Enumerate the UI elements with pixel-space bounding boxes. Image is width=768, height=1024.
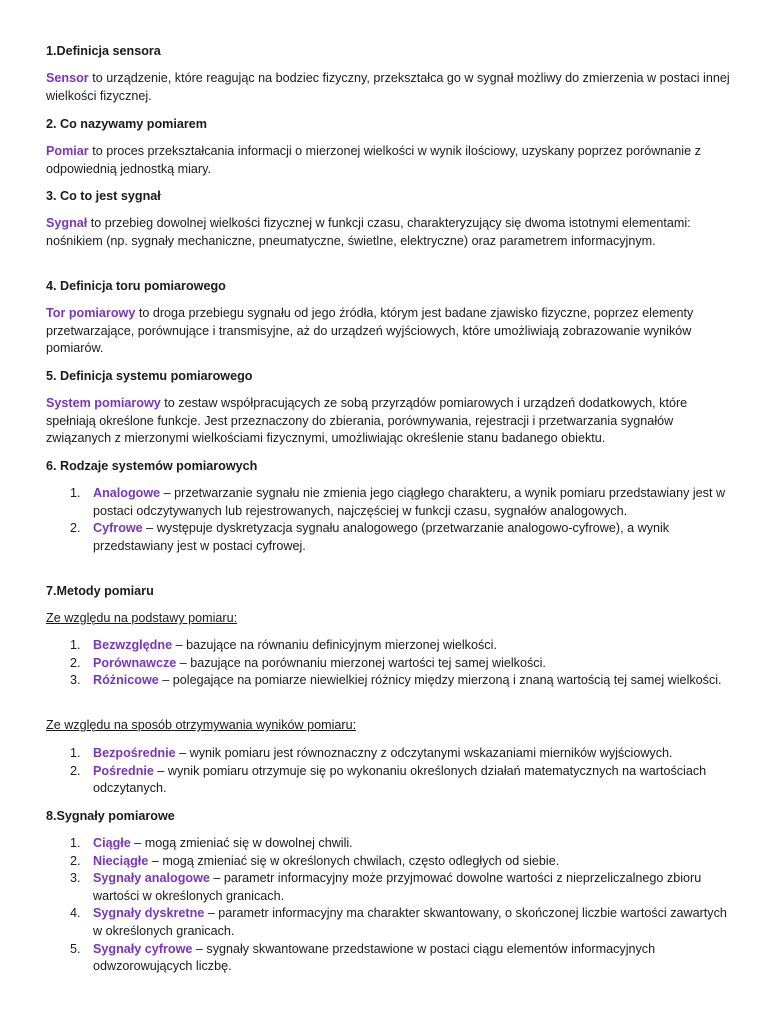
list-number: 2.	[70, 655, 81, 670]
list-item-text: – bazujące na równaniu definicyjnym mierzonej wielkości.	[172, 638, 497, 652]
list-item	[46, 637, 736, 655]
term-discrete-signals: Sygnały dyskretne	[93, 906, 205, 921]
subheading-by-basis: Ze względu na podstawy pomiaru:	[46, 611, 238, 625]
list-item	[46, 672, 736, 690]
list-number: 3.	[70, 673, 81, 688]
paragraph-text: to proces przekształcania informacji o mierzonej wielkości w wynik ilościowy, uzyskany poprzez porównanie z odpowiednią jednostką miary.	[46, 144, 701, 176]
paragraph-signal	[46, 215, 736, 250]
list-item	[46, 763, 736, 798]
list-methods-by-basis	[46, 637, 736, 690]
heading-signal: 3. Co to jest sygnał	[46, 189, 161, 203]
term-analog-signals: Sygnały analogowe	[93, 871, 210, 886]
subheading-by-result: Ze względu na sposób otrzymywania wyników pomiaru:	[46, 718, 357, 732]
list-item-text: – mogą zmieniać się w dowolnej chwili.	[130, 836, 353, 850]
list-number: 2.	[70, 763, 81, 778]
list-number: 1.	[70, 486, 81, 500]
term-measurement: Pomiar	[46, 144, 89, 158]
list-number: 1.	[70, 836, 81, 850]
heading-sensor-definition: 1.Definicja sensora	[46, 44, 161, 58]
term-analog: Analogowe	[93, 486, 161, 500]
heading-measurement-methods: 7.Metody pomiaru	[46, 584, 154, 598]
heading-measurement: 2. Co nazywamy pomiarem	[46, 117, 207, 131]
list-item	[46, 905, 736, 940]
list-item-text: – przetwarzanie sygnału nie zmienia jego ciągłego charakteru, a wynik pomiaru przedstawiany jest w postaci odczytywanych lub rejestrowanych, najczęściej w funkcji czasu, sygnałów analogowych.	[93, 486, 726, 518]
term-digital-signals: Sygnały cyfrowe	[93, 941, 193, 956]
list-item-text: – parametr informacyjny może przyjmować dowolne wartości z nieprzeliczalnego zbioru wartości w określonych granicach.	[93, 871, 702, 903]
list-number: 4.	[70, 906, 81, 921]
paragraph-text: to urządzenie, które reagując na bodziec fizyczny, przekształca go w sygnał możliwy do zmierzenia w postaci innej wielkości fizycznej.	[46, 71, 730, 103]
list-measurement-signals	[46, 835, 736, 976]
term-signal: Sygnał	[46, 216, 88, 230]
heading-system-types: 6. Rodzaje systemów pomiarowych	[46, 459, 258, 473]
list-item	[46, 835, 736, 853]
list-number: 1.	[70, 746, 81, 760]
list-item-text: – występuje dyskretyzacja sygnału analogowego (przetwarzanie analogowo-cyfrowe), a wynik przedstawiany jest w postaci cyfrowej.	[93, 521, 670, 553]
list-number: 2.	[70, 521, 81, 536]
term-differential: Różnicowe	[93, 673, 159, 688]
heading-measurement-system: 5. Definicja systemu pomiarowego	[46, 369, 253, 383]
list-item-text: – sygnały skwantowane przedstawione w postaci ciągu elementów informacyjnych odwzorowujących liczbę.	[93, 941, 656, 974]
list-item	[46, 655, 736, 673]
list-system-types	[46, 485, 736, 555]
list-item	[46, 870, 736, 905]
list-item-text: – wynik pomiaru jest równoznaczny z odczytanymi wskazaniami mierników wyjściowych.	[175, 746, 673, 760]
term-direct: Bezpośrednie	[93, 746, 176, 760]
term-measurement-system: System pomiarowy	[46, 396, 161, 410]
paragraph-text: to przebieg dowolnej wielkości fizycznej w funkcji czasu, charakteryzujący się dwoma istotnymi elementami: nośnikiem (np. sygnały mechaniczne, pneumatyczne, świetlne, elektryczne) oraz parametrem informacyjnym.	[46, 216, 691, 248]
heading-measurement-signals: 8.Sygnały pomiarowe	[46, 809, 175, 823]
paragraph-measurement-path	[46, 305, 736, 358]
paragraph-measurement	[46, 143, 736, 178]
list-methods-by-result	[46, 745, 736, 798]
list-item	[46, 520, 736, 555]
term-sensor: Sensor	[46, 71, 89, 85]
term-digital: Cyfrowe	[93, 521, 143, 536]
list-item	[46, 485, 736, 520]
list-item-text: – polegające na pomiarze niewielkiej różnicy między mierzoną i znaną wartością tej samej wielkości.	[158, 673, 722, 688]
paragraph-sensor	[46, 70, 736, 105]
list-item	[46, 745, 736, 763]
list-item-text: – bazujące na porównaniu mierzonej wartości tej samej wielkości.	[176, 655, 546, 670]
list-item-text: – parametr informacyjny ma charakter skwantowany, o skończonej liczbie wartości zawartych w określonych granicach.	[93, 906, 727, 938]
list-item	[46, 853, 736, 871]
heading-measurement-path: 4. Definicja toru pomiarowego	[46, 279, 226, 293]
list-number: 5.	[70, 941, 81, 956]
term-measurement-path: Tor pomiarowy	[46, 306, 136, 320]
paragraph-measurement-system	[46, 395, 736, 448]
paragraph-text: to zestaw współpracujących ze sobą przyrządów pomiarowych i urządzeń dodatkowych, które spełniają określone funkcje. Jest przeznaczony do zbierania, porównywania, rejestracji i przetwarzania sygnałów związanych z mierzonymi wielkościami fizycznymi, umożliwiając określenie stanu badanego obiektu.	[46, 396, 688, 446]
list-number: 1.	[70, 638, 81, 652]
list-number: 3.	[70, 871, 81, 886]
list-number: 2.	[70, 853, 81, 868]
list-item-text: – wynik pomiaru otrzymuje się po wykonaniu określonych działań matematycznych na wartościach odczytanych.	[93, 763, 707, 796]
term-continuous: Ciągłe	[93, 836, 131, 850]
list-item	[46, 941, 736, 976]
term-indirect: Pośrednie	[93, 763, 154, 778]
term-comparative: Porównawcze	[93, 655, 177, 670]
term-discontinuous: Nieciągłe	[93, 853, 149, 868]
list-item-text: – mogą zmieniać się w określonych chwilach, często odległych od siebie.	[148, 853, 560, 868]
paragraph-text: to droga przebiegu sygnału od jego źródła, którym jest badane zjawisko fizyczne, poprzez elementy przetwarzające, porównujące i transmisyjne, aż do urządzeń wyjściowych, które umożliwiają zobrazowanie wyników pomiarów.	[46, 306, 694, 356]
term-absolute: Bezwzględne	[93, 638, 173, 652]
